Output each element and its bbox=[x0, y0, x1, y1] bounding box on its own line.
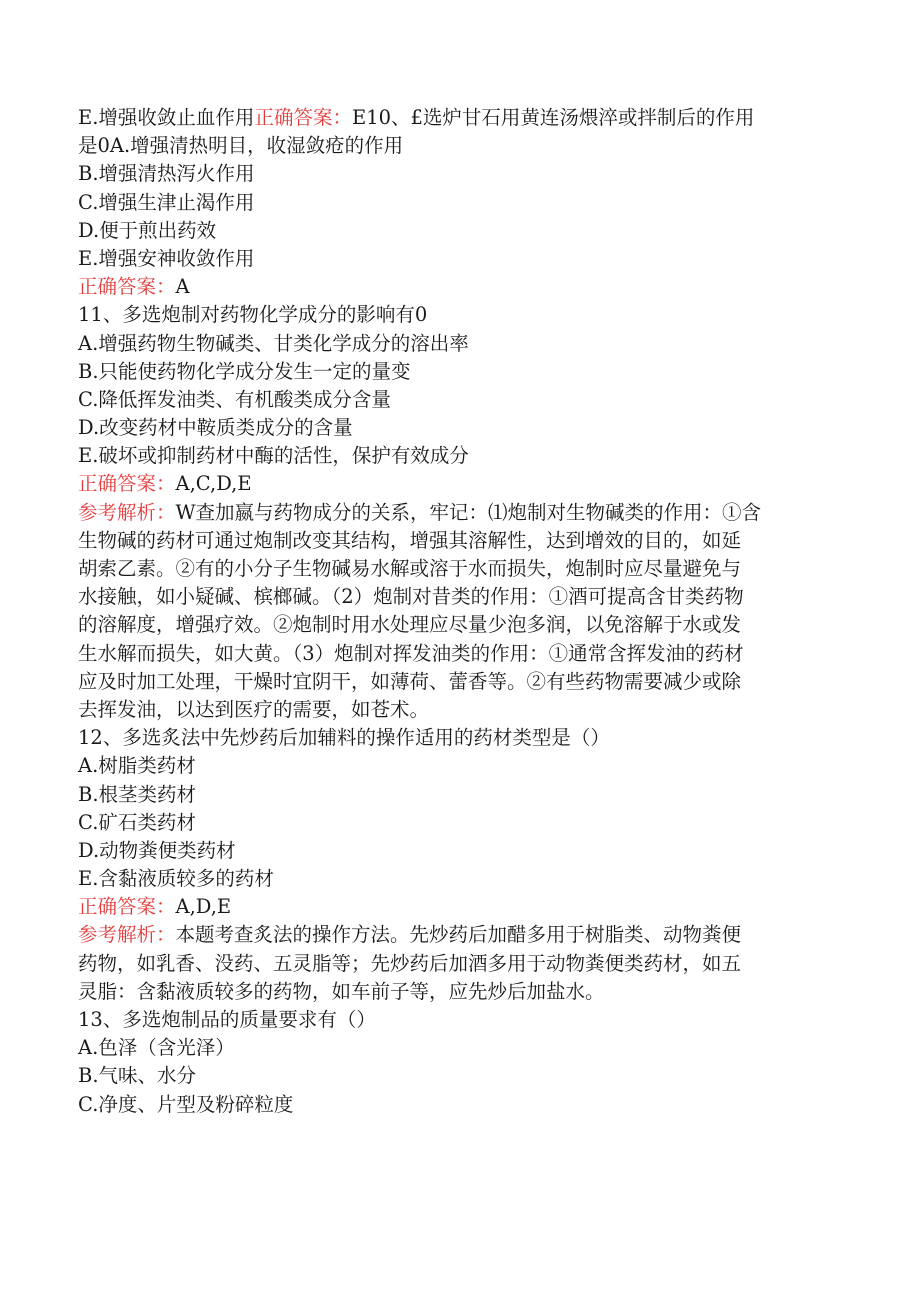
q12-answer-value: A,D,E bbox=[175, 895, 232, 919]
q11-analysis-line: 的溶解度，增强疗效。②炮制时用水处理应尽量少泡多润，以免溶解于水或发 bbox=[78, 613, 742, 637]
q12-analysis-line: 药物，如乳香、没药、五灵脂等；先炒药后加酒多用于动物粪便类药材，如五 bbox=[78, 951, 742, 975]
q12-stem: 12、多选炙法中先炒药后加辅料的操作适用的药材类型是（） bbox=[78, 726, 610, 750]
q10-answer-line bbox=[78, 273, 834, 301]
q10-first-line bbox=[78, 104, 834, 132]
q10-stem-end: 是0A.增强清热明目，收湿敛疮的作用 bbox=[78, 134, 404, 158]
q10-option-d: D.便于煎出药效 bbox=[78, 218, 217, 242]
answer-label: 正确答案： bbox=[78, 275, 176, 299]
q12-analysis-text: 本题考查炙法的操作方法。先炒药后加醋多用于树脂类、动物粪便 bbox=[175, 923, 742, 947]
q13-stem: 13、多选炮制品的质量要求有（） bbox=[78, 1008, 376, 1031]
q11-analysis-line bbox=[78, 499, 834, 527]
q11-option-a: A.增强药物生物碱类、甘类化学成分的溶出率 bbox=[78, 331, 469, 355]
answer-label: 正确答案： bbox=[254, 106, 352, 129]
q11-option-d: D.改变药材中鞍质类成分的含量 bbox=[78, 416, 353, 440]
q12-option-b: B.根茎类药材 bbox=[78, 782, 197, 806]
q10-option-e: E.增强安神收敛作用 bbox=[78, 246, 255, 270]
q11-analysis-text: W查加嬴与药物成分的关系，牢记：⑴炮制对生物碱类的作用：①含 bbox=[175, 500, 762, 524]
q12-option-e: E.含黏液质较多的药材 bbox=[78, 867, 274, 891]
q11-answer-value: A,C,D,E bbox=[175, 472, 252, 496]
q11-analysis-line: 生物碱的药材可通过炮制改变其结构，增强其溶解性，达到增效的目的，如延 bbox=[78, 528, 742, 552]
q10-option-c: C.增强生津止渴作用 bbox=[78, 190, 255, 214]
answer-label: 正确答案： bbox=[78, 895, 176, 919]
analysis-label: 参考解析： bbox=[78, 923, 176, 947]
q9-answer-value: E bbox=[351, 106, 367, 129]
q12-option-c: C.矿石类药材 bbox=[78, 810, 196, 834]
q12-analysis-line bbox=[78, 921, 834, 949]
q11-answer-line bbox=[78, 470, 834, 498]
q11-analysis-line: 去挥发油，以达到医疗的需要，如苍术。 bbox=[78, 697, 430, 721]
q13-option-c: C.净度、片型及粉碎粒度 bbox=[78, 1092, 294, 1116]
q9-option-e: E.增强收敛止血作用 bbox=[78, 106, 255, 129]
q13-option-a: A.色泽（含光泽） bbox=[78, 1036, 235, 1060]
q10-stem-start: 10、£选炉甘石用黄连汤煨淬或拌制后的作用 bbox=[366, 106, 755, 129]
q11-stem: 11、多选炮制对药物化学成分的影响有0 bbox=[78, 303, 428, 327]
q12-option-a: A.树脂类药材 bbox=[78, 754, 196, 778]
document-page bbox=[78, 104, 834, 1119]
q11-analysis-line: 应及时加工处理，干燥时宜阴干，如薄荷、蕾香等。②有些药物需要减少或除 bbox=[78, 669, 742, 693]
q12-option-d: D.动物粪便类药材 bbox=[78, 838, 236, 862]
q11-analysis-line: 生水解而损失，如大黄。（3）炮制对挥发油类的作用：①通常含挥发油的药材 bbox=[78, 641, 744, 665]
q12-answer-line bbox=[78, 893, 834, 921]
q13-option-b: B.气味、水分 bbox=[78, 1064, 197, 1088]
q11-option-c: C.降低挥发油类、有机酸类成分含量 bbox=[78, 387, 391, 411]
q10-answer-value: A bbox=[175, 275, 190, 299]
answer-label: 正确答案： bbox=[78, 472, 176, 496]
analysis-label: 参考解析： bbox=[78, 500, 176, 524]
q11-analysis-line: 水接触，如小疑碱、槟榔碱。（2）炮制对昔类的作用：①酒可提高含甘类药物 bbox=[78, 585, 744, 609]
q11-option-b: B.只能使药物化学成分发生一定的量变 bbox=[78, 359, 411, 383]
q10-option-b: B.增强清热泻火作用 bbox=[78, 162, 255, 186]
q11-analysis-line: 胡索乙素。②有的小分子生物碱易水解或溶于水而损失，炮制时应尽量避免与 bbox=[78, 557, 742, 580]
q12-analysis-line: 灵脂：含黏液质较多的药物，如车前子等，应先炒后加盐水。 bbox=[78, 979, 605, 1003]
q11-option-e: E.破坏或抑制药材中酶的活性，保护有效成分 bbox=[78, 444, 469, 468]
